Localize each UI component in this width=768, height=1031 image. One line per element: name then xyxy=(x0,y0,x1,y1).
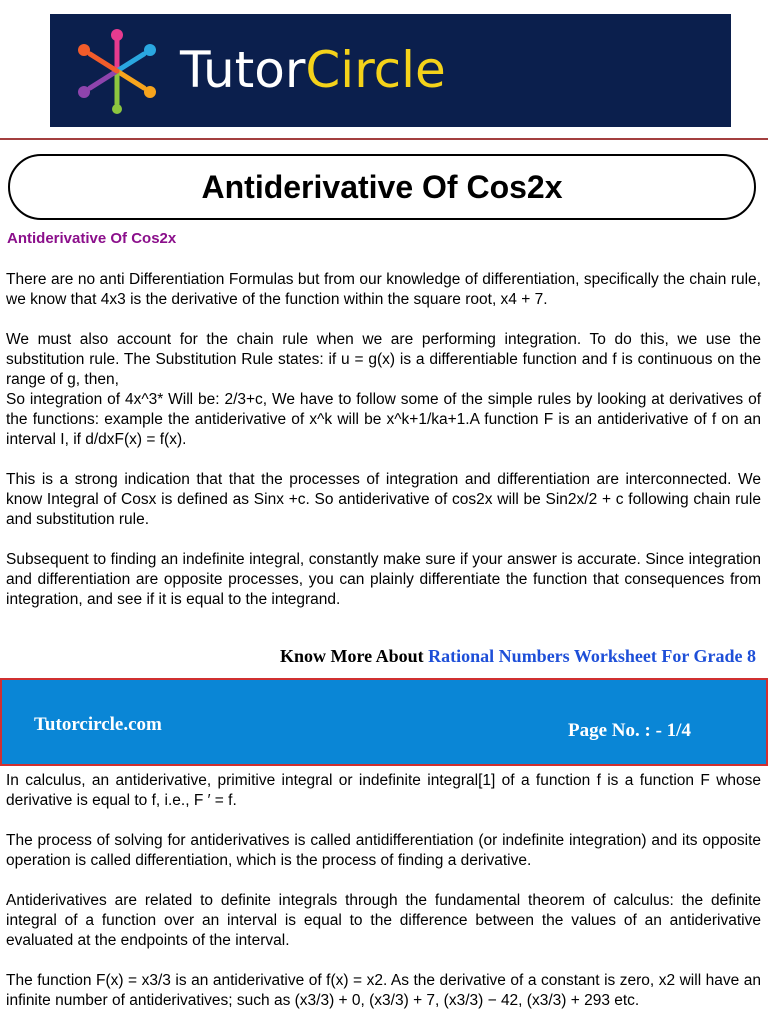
brand-name xyxy=(180,40,446,100)
article-section-2 xyxy=(6,771,761,1031)
paragraph: We must also account for the chain rule when we are performing integration. To do this, we use the substitution rule. The Substitution Rule states: if u = g(x) is a differentiable function and f is continuous on the range of g, then, xyxy=(6,331,761,388)
paragraph: Antiderivatives are related to definite integrals through the fundamental theorem of calculus: the definite integral of a function over an interval is equal to the difference between the values of an antiderivative evaluated at the endpoints of the interval. xyxy=(6,892,761,949)
know-more-prefix: Know More About xyxy=(279,646,424,666)
know-more-link[interactable]: Rational Numbers Worksheet For Grade 8 xyxy=(428,646,756,666)
paragraph: There are no anti Differentiation Formulas but from our knowledge of differentiation, specifically the chain rule, we know that 4x3 is the derivative of the function within the square root, x4 + 7. xyxy=(6,271,761,308)
brand-tutor: Tutor xyxy=(180,41,306,99)
top-divider xyxy=(0,138,768,140)
paragraph: The function F(x) = x3/3 is an antiderivative of f(x) = x2. As the derivative of a constant is zero, x2 will have an infinite number of antiderivatives; such as (x3/3) + 0, (x3/3) + 7, (x3/3) − 42, (x3/3) + 293 etc. xyxy=(6,972,761,1009)
article-section-1 xyxy=(6,270,761,630)
paragraph: The process of solving for antiderivatives is called antidifferentiation (or indefinite integration) and its opposite operation is called differentiation, which is the process of finding a derivative. xyxy=(6,832,761,869)
paragraph: So integration of 4x^3* Will be: 2/3+c, We have to follow some of the simple rules by looking at derivatives of the functions: example the antiderivative of x^k will be x^k+1/ka+1.A function F is an antiderivative of f on an interval I, if d/dxF(x) = f(x). xyxy=(6,391,761,448)
header-banner xyxy=(50,14,731,127)
site-name: Tutorcircle.com xyxy=(34,714,162,735)
page-number: Page No. : - 1/4 xyxy=(568,720,691,741)
people-circle-logo-icon xyxy=(72,28,162,114)
section-subtitle: Antiderivative Of Cos2x xyxy=(7,230,177,247)
know-more-line xyxy=(0,646,756,667)
page-title: Antiderivative Of Cos2x xyxy=(201,169,563,205)
title-box xyxy=(8,154,756,220)
paragraph: This is a strong indication that that the processes of integration and differentiation are interconnected. We know Integral of Cosx is defined as Sinx +c. So antiderivative of cos2x will be Sin2x/2 + c following chain rule and substitution rule. xyxy=(6,471,761,528)
brand-circle: Circle xyxy=(305,41,446,99)
paragraph: In calculus, an antiderivative, primitive integral or indefinite integral[1] of a function f is a function F whose derivative is equal to f, i.e., F ′ = f. xyxy=(6,772,761,809)
paragraph: Subsequent to finding an indefinite integral, constantly make sure if your answer is accurate. Since integration and differentiation are opposite processes, you can plainly differentiate the function that consequences from integration, and see if it is equal to the integrand. xyxy=(6,551,761,608)
page-footer-bar xyxy=(0,678,768,766)
